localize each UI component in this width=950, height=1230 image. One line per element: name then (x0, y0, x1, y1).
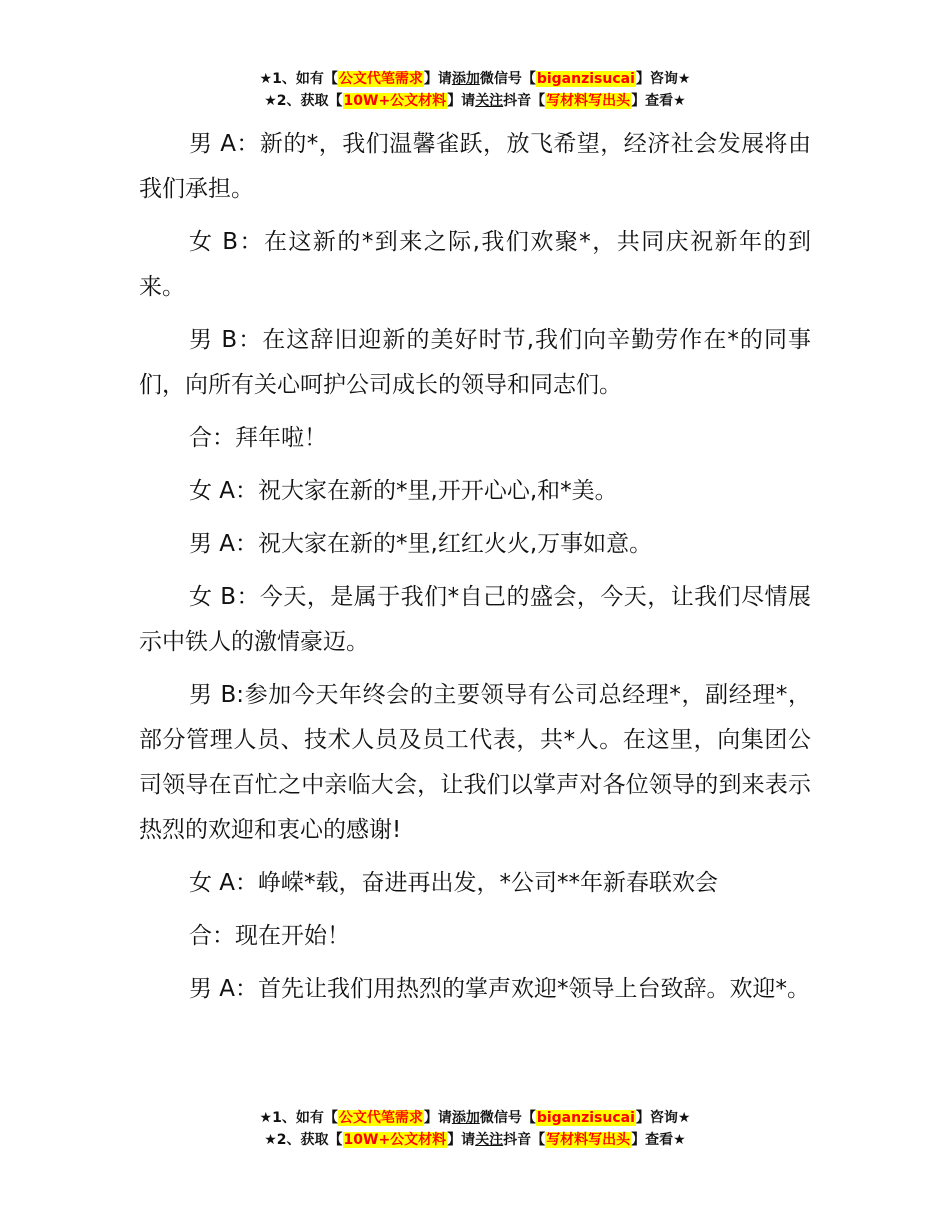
header-line1-mid1: 】请 (423, 71, 452, 87)
script-line: 女 A：峥嵘*载，奋进再出发，*公司**年新春联欢会 (189, 870, 719, 896)
footer-line1-mid1: 】请 (423, 1110, 452, 1126)
header-line1-underlined: 添加 (451, 71, 480, 87)
footer-line1-mid2: 微信号【 (479, 1110, 536, 1126)
script-line: 合：拜年啦！ (189, 425, 327, 451)
script-line: 男 B:参加今天年终会的主要领导有公司总经理*，副经理*，部分管理人员、技术人员及员工代表，共*人。在这里，向集团公司领导在百忙之中亲临大会，让我们以掌声对各位领导的到来表示热烈的欢迎和衷心的感谢! (139, 682, 811, 843)
script-line: 女 B：今天，是属于我们*自己的盛会，今天，让我们尽情展示中铁人的激情豪迈。 (139, 584, 811, 655)
script-line: 男 B：在这辞旧迎新的美好时节,我们向辛勤劳作在*的同事们，向所有关心呵护公司成长的领导和同志们。 (139, 327, 811, 398)
script-line: 男 A：祝大家在新的*里,红红火火,万事如意。 (189, 531, 653, 557)
footer-line1-prefix: ★1、如有【 (259, 1110, 338, 1126)
header-banner-line-1 (0, 68, 950, 90)
header-line1-prefix: ★1、如有【 (259, 71, 338, 87)
script-line: 合：现在开始！ (189, 923, 350, 949)
document-body (139, 122, 811, 1020)
footer-line2-prefix: ★2、获取【 (264, 1132, 343, 1148)
header-line1-highlight-service: 公文代笔需求 (338, 71, 423, 87)
footer-banner-line-1 (0, 1107, 950, 1129)
header-line1-suffix: 】咨询★ (635, 71, 691, 87)
header-line2-mid2: 抖音【 (503, 93, 546, 109)
header-line1-mid2: 微信号【 (479, 71, 536, 87)
footer-line1-underlined: 添加 (451, 1110, 480, 1126)
script-line: 女 A：祝大家在新的*里,开开心心,和*美。 (189, 478, 618, 504)
footer-line2-highlight-materials: 10W+公文材料 (343, 1132, 447, 1148)
footer-line2-underlined: 关注 (475, 1132, 504, 1148)
header-banner (0, 68, 950, 112)
header-line2-suffix: 】查看★ (631, 93, 686, 109)
header-banner-line-2 (0, 90, 950, 112)
footer-banner (0, 1107, 950, 1151)
footer-line2-mid1: 】请 (447, 1132, 476, 1148)
header-line1-highlight-wechat-id: biganzisucai (536, 71, 635, 87)
script-line: 男 A：新的*，我们温馨雀跃，放飞希望，经济社会发展将由我们承担。 (139, 131, 811, 202)
header-line2-highlight-materials: 10W+公文材料 (343, 93, 447, 109)
footer-line1-highlight-service: 公文代笔需求 (338, 1110, 423, 1126)
header-line2-prefix: ★2、获取【 (264, 93, 343, 109)
footer-line2-mid2: 抖音【 (503, 1132, 546, 1148)
header-line2-highlight-douyin-id: 写材料写出头 (546, 93, 631, 109)
footer-line2-highlight-douyin-id: 写材料写出头 (546, 1132, 631, 1148)
footer-line1-suffix: 】咨询★ (635, 1110, 691, 1126)
footer-line2-suffix: 】查看★ (631, 1132, 686, 1148)
header-line2-mid1: 】请 (447, 93, 476, 109)
header-line2-underlined: 关注 (475, 93, 504, 109)
footer-line1-highlight-wechat-id: biganzisucai (536, 1110, 635, 1126)
script-line: 女 B：在这新的*到来之际,我们欢聚*，共同庆祝新年的到来。 (139, 229, 811, 300)
footer-banner-line-2 (0, 1129, 950, 1151)
script-line: 男 A：首先让我们用热烈的掌声欢迎*领导上台致辞。欢迎*。 (189, 976, 811, 1002)
